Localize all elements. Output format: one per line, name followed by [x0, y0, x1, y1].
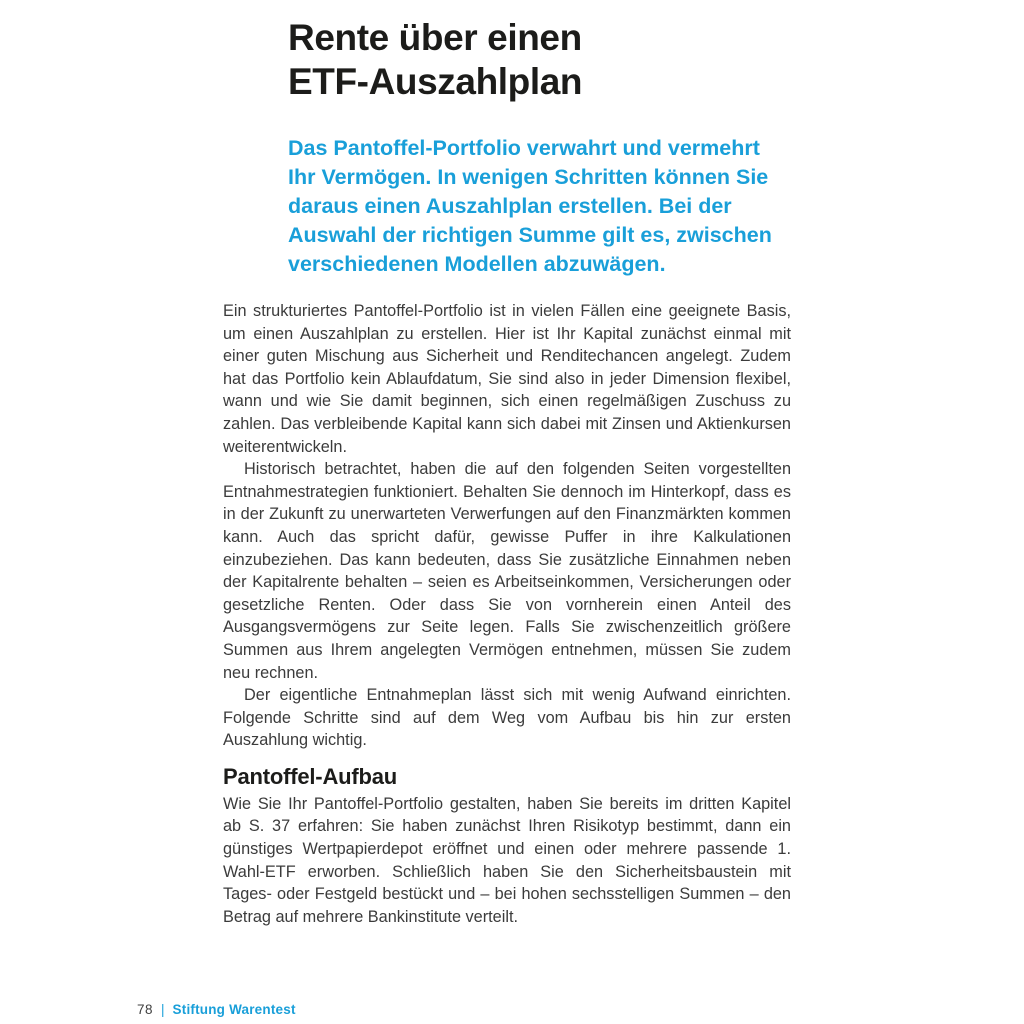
paragraph-1: Ein strukturiertes Pantoffel-Portfolio ist in vielen Fällen eine geeignete Basis, um einen Auszahlplan zu erstellen. Hier ist Ihr Kapital zunächst einmal mit einer guten Mischung aus Sicherheit und Renditechancen angelegt. Zudem hat das Portfolio kein Ablaufdatum, Sie sind also in jeder Dimension flexibel, wann und wie Sie damit beginnen, sich einen regelmäßigen Zuschuss zu zahlen. Das verbleibende Kapital kann sich dabei mit Zinsen und Aktienkursen weiterentwickeln.: [223, 302, 791, 456]
title-line-2: ETF-Auszahlplan: [288, 61, 583, 102]
section-paragraph: Wie Sie Ihr Pantoffel-Portfolio gestalten, haben Sie bereits im dritten Kapitel ab S. 37 erfahren: Sie haben zunächst Ihren Risikotyp bestimmt, dann ein günstiges Wertpapierdepot eröffnet und einen oder mehrere passende 1. Wahl-ETF erworben. Schließlich haben Sie den Sicherheitsbaustein mit Tages- oder Festgeld bestückt und – bei hohen sechsstelligen Summen – den Betrag auf mehrere Bankinstitute verteilt.: [223, 794, 791, 926]
publisher-name: Stiftung Warentest: [172, 1002, 296, 1017]
paragraph-3: Der eigentliche Entnahmeplan lässt sich mit wenig Aufwand einrichten. Folgende Schritte sind auf dem Weg vom Aufbau bis hin zur ersten Auszahlung wichtig.: [223, 686, 791, 750]
paragraph-2: Historisch betrachtet, haben die auf den folgenden Seiten vorgestellten Entnahmestrategien funktioniert. Behalten Sie dennoch im Hinterkopf, dass es in der Zukunft zu unerwarteten Verwerfungen auf den Finanzmärkten kommen kann. Auch das spricht dafür, gewisse Puffer in ihre Kalkulationen einzubeziehen. Das kann bedeuten, dass Sie zusätzliche Einnahmen neben der Kapitalrente behalten – seien es Arbeitseinkommen, Versicherungen oder gesetzliche Renten. Oder dass Sie von vornherein einen Anteil des Ausgangsvermögens zur Seite legen. Falls Sie zwischenzeitlich größere Summen aus Ihrem angelegten Vermögen entnehmen, müssen Sie zudem neu rechnen.: [223, 460, 791, 682]
footer-separator: |: [161, 1002, 165, 1017]
page-content: [223, 0, 791, 928]
title-line-1: Rente über einen: [288, 17, 582, 58]
page-number: 78: [137, 1002, 154, 1017]
page-footer: [137, 1002, 296, 1018]
intro-paragraph: Das Pantoffel-Portfolio verwahrt und vermehrt Ihr Vermögen. In wenigen Schritten können Sie daraus einen Auszahlplan erstellen. Bei der Auswahl der richtigen Summe gilt es, zwischen verschiedenen Modellen abzuwägen.: [288, 136, 772, 276]
body-text: [223, 300, 791, 928]
page-title: [288, 0, 791, 104]
section-heading: Pantoffel-Aufbau: [223, 763, 398, 789]
